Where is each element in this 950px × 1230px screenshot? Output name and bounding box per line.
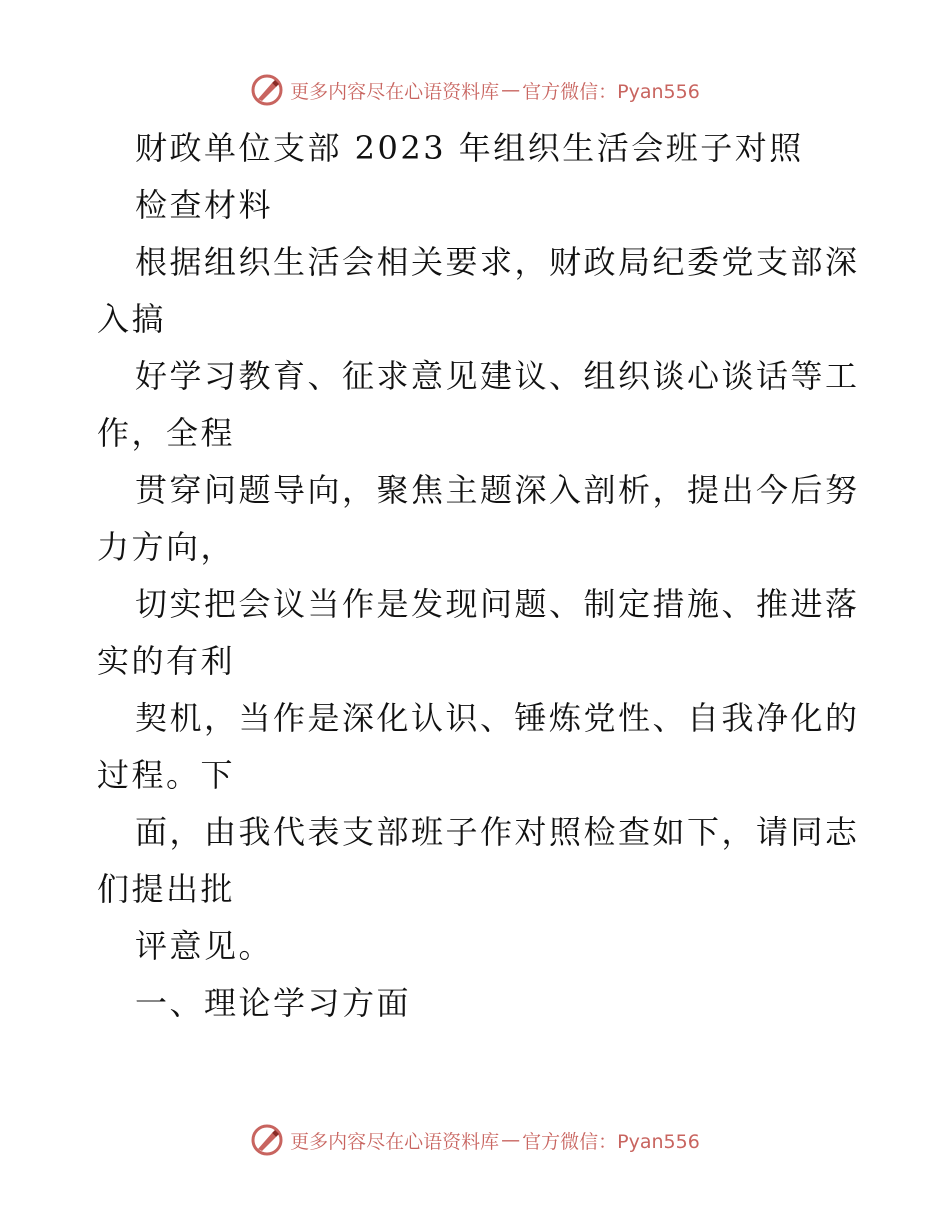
watermark-contact: 官方微信：Pyan556	[522, 80, 700, 103]
pen-logo-icon	[250, 73, 284, 107]
body-line: 面，由我代表支部班子作对照检查如下，请同志	[135, 813, 860, 851]
watermark-dash: —	[501, 79, 521, 101]
watermark-text: 更多内容尽在心语资料库	[290, 80, 500, 103]
pen-logo-icon	[250, 1123, 284, 1157]
body-line: 实的有利	[97, 642, 236, 680]
footer-watermark	[0, 1120, 950, 1160]
body-line: 们提出批	[97, 870, 236, 908]
body-line: 切实把会议当作是发现问题、制定措施、推进落	[135, 585, 860, 623]
body-line: 评意见。	[135, 927, 274, 965]
watermark-text: 更多内容尽在心语资料库	[290, 1130, 500, 1153]
body-line: 契机，当作是深化认识、锤炼党性、自我净化的	[135, 699, 860, 737]
watermark-contact: 官方微信：Pyan556	[522, 1130, 700, 1153]
body-line: 好学习教育、征求意见建议、组织谈心谈话等工	[135, 357, 860, 395]
title-line-1: 财政单位支部 2023 年组织生活会班子对照	[135, 129, 804, 167]
body-line: 过程。下	[97, 756, 236, 794]
header-watermark	[0, 70, 950, 110]
title-line-2: 检查材料	[135, 186, 274, 224]
watermark-dash: —	[501, 1129, 521, 1151]
document-body	[97, 120, 860, 1032]
body-line: 根据组织生活会相关要求，财政局纪委党支部深	[135, 243, 860, 281]
body-line: 作，全程	[97, 414, 236, 452]
body-line: 力方向，	[97, 528, 236, 566]
body-line: 入搞	[97, 300, 167, 338]
body-line: 贯穿问题导向，聚焦主题深入剖析，提出今后努	[135, 471, 860, 509]
section-heading: 一、理论学习方面	[135, 984, 412, 1022]
